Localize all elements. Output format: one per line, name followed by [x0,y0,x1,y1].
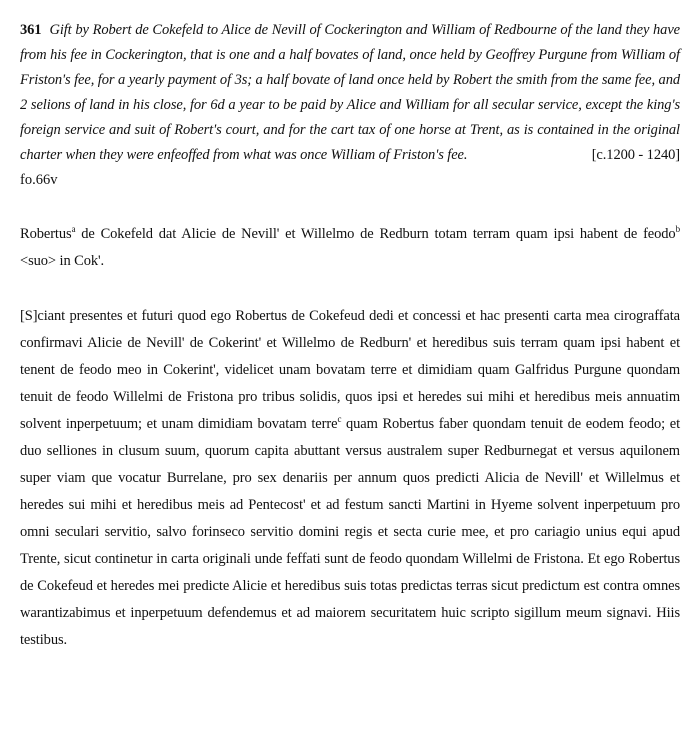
rubric-paragraph [20,221,680,275]
calendar-text: Gift by Robert de Cokefeld to Alice de Nevill of Cockerington and William of Redbourne of the land they have from his fee in Cockerington, that is one and a half bovates of land, once held by Geoffrey Purgune from William of Friston's fee, for a yearly payment of 3s; a half bovate of land once held by Robert the smith from the same fee, and 2 selions of land in his close, for 6d a year to be paid by Alice and William for all secular service, except the king's foreign service and suit of Robert's court, and for the cart tax of one horse at Trent, as is contained in the original charter when they were enfeoffed from what was once William of Friston's fee. [20,22,680,163]
footnote-marker-a: a [71,224,76,235]
rubric-text-3: <suo> in Cok'. [20,253,105,269]
charter-paragraph [20,303,680,654]
folio-reference: fo.66v [20,172,58,188]
charter-text-2: quam Robertus faber quondam tenuit de eodem feodo; et duo selliones in clusum suum, quorum capita abuttant versus australem super Redburnegat et versus aquilonem super viam que vocatur Burrelane, pro sex denariis per annum quos predicti Alicia de Nevill' et Willelmus et heredes sui mihi et heredibus meis ad Pentecost' et ad festum sancti Martini in Hyeme solvent inperpetuum pro omni seculari servitio, salvo forinseco servitio domini regis et secta curie mee, et pro cariagio unius equi apud Trente, sicut continetur in carta originali unde feffati sunt de feodo quondam Willelmi de Fristona. Et ego Robertus de Cokefeud et heredes mei predicte Alicie et heredibus suis totas predictas terras sicut predictum est contra omnes warantizabimus et inperpetuum defendemus et ad maiorem securitatem huic scripto sigillum meum signavi. Hiis testibus. [20,416,680,648]
rubric-text-2: de Cokefeld dat Alicie de Nevill' et Willelmo de Redburn totam terram quam ipsi habent de feodo [75,226,676,242]
charter-text-1: [S]ciant presentes et futuri quod ego Robertus de Cokefeud dedi et concessi et hac presenti carta mea cirograffata confirmavi Alicie de Nevill' de Cokerint' et Willelmo de Redburn' et heredibus suis terram quam ipsi habent et tenent de feodo meo in Cokerint', videlicet unam bovatam terre et dimidiam quam Galfridus Purgune quondam tenuit de feodo Willelmi de Fristona pro tribus solidis, quos ipsi et heredes sui mihi et heredibus meis annuatim solvent inperpetuum; et unam dimidiam bovatam terre [20,308,680,432]
entry-number: 361 [20,22,42,38]
document-page [20,18,680,654]
date-range: [c.1200 - 1240] [591,147,680,163]
rubric-text-1: Robertus [20,226,72,242]
calendar-entry [20,18,680,168]
footnote-marker-c: c [337,414,342,425]
footnote-marker-b: b [675,224,680,235]
